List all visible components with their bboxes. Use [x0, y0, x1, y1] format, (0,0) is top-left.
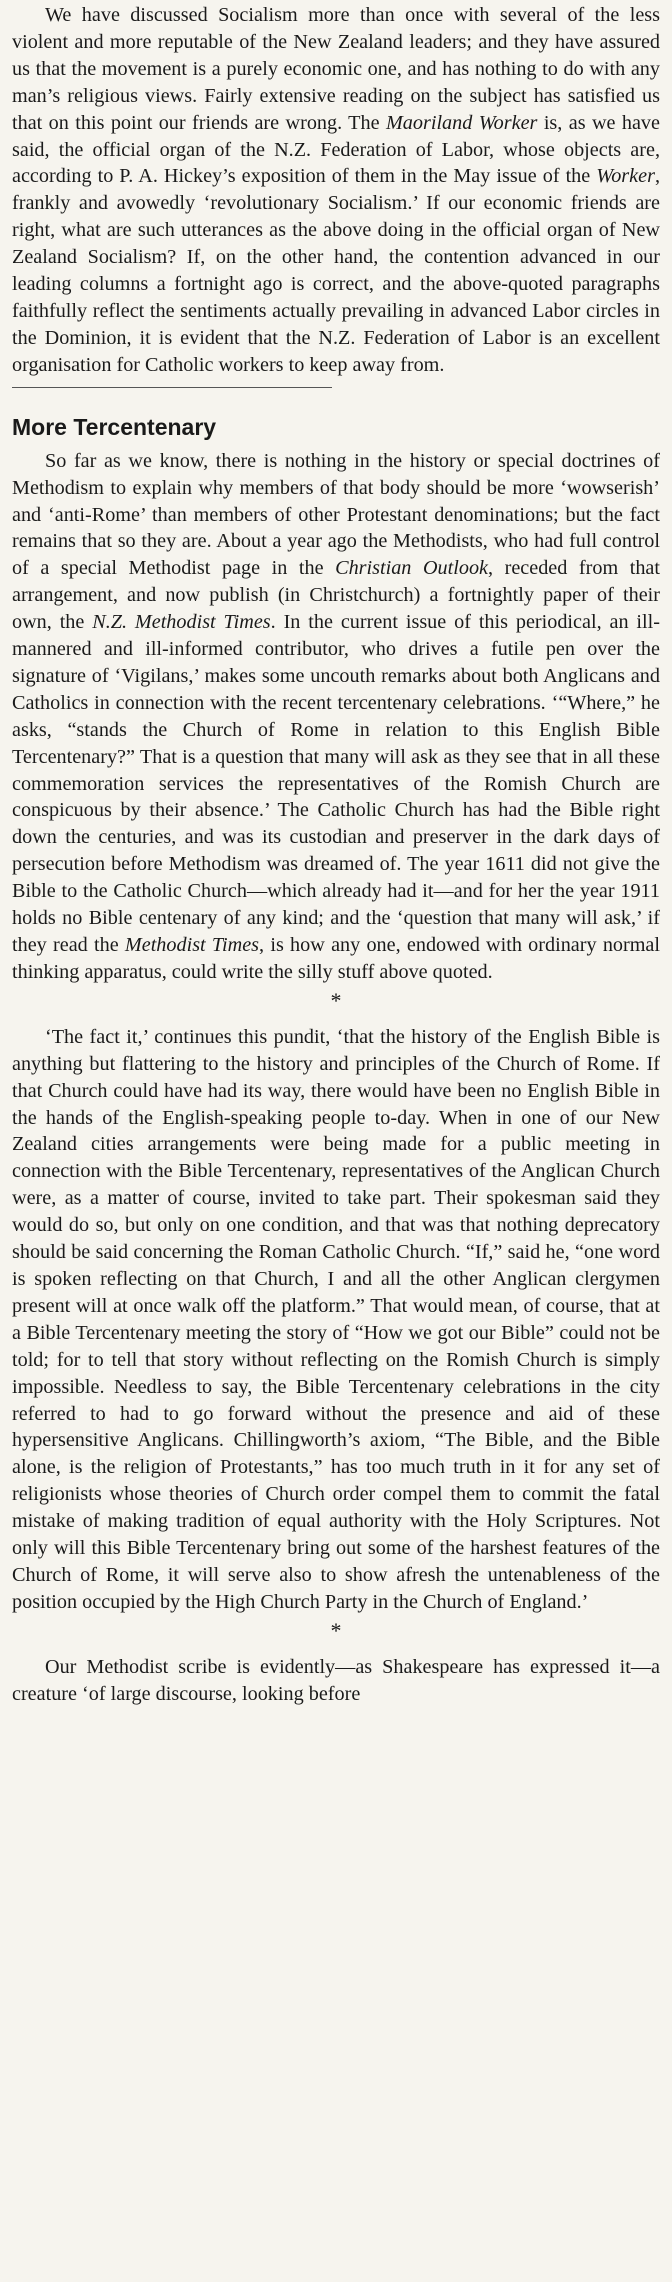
socialism-article [12, 2, 660, 388]
publication-title-worker: Worker [596, 165, 655, 188]
publication-title-maoriland-worker: Maoriland Worker [385, 111, 538, 134]
tercentenary-paragraph-2: ‘The fact it,’ continues this pundit, ‘that the history of the English Bible is anything but flattering to the history and principles of the Church of Rome. If that Church could have had its way, there would have been no English Bible in the hands of the English-speaking people to-day. When in one of our New Zealand cities arrangements were being made for a public meeting in connection with the Bible Tercentenary, representatives of the Anglican Church were, as a matter of course, invited to take part. Their spokesman said they would do so, but only on one condition, and that was that nothing deprecatory should be said concerning the Roman Catholic Church. “If,” said he, “one word is spoken reflecting on that Church, I and all the other Anglican clergymen present will at once walk off the platform.” That would mean, of course, that at a Bible Tercentenary meeting the story of “How we got our Bible” could not be told; for to tell that story without reflecting on the Romish Church is simply impossible. Needless to say, the Bible Tercentenary celebrations in the city referred to had to go forward without the presence and aid of these hypersensitive Anglicans. Chillingworth’s axiom, “The Bible, and the Bible alone, is the religion of Protestants,” has too much truth in it for any set of religionists whose theories of Church order compel them to commit the fatal mistake of making tradition of equal authority with the Holy Scriptures. Not only will this Bible Tercentenary bring out some of the harshest features of the Church of Rome, it will serve also to show afresh the untenableness of the position occupied by the High Church Party in the Church of England.’ [12, 1025, 660, 1613]
publication-title-methodist-times-short: Methodist Times [124, 934, 260, 956]
tercentenary-article [12, 412, 660, 1708]
tercentenary-paragraph-1: So far as we know, there is nothing in the history or special doctrines of Methodism to explain why members of that body should be more ‘wowserish’ and ‘anti-Rome’ than members of other Protestant denominations; but the fact remains that so they are. About a year ago the Methodists, who had full control of a special Methodist page in the Christian Outlook, receded from that arrangement, and now publish (in Christchurch) a fortnightly paper of their own, the N.Z. Methodist Times. In the current issue of this periodical, an ill-mannered and ill-informed contributor, who drives a futile pen over the signature of ‘Vigilans,’ makes some uncouth remarks about both Anglicans and Catholics in connection with the recent tercentenary celebrations. ‘“Where,” he asks, “stands the Church of Rome in relation to this English Bible Tercentenary?” That is a question that many will ask as they see that in all these commemoration services the representatives of the Romish Church are conspicuous by their absence.’ The Catholic Church has had the Bible right down the centuries, and was its custodian and preserver in the dark days of persecution before Methodism was dreamed of. The year 1611 did not give the Bible to the Catholic Church—which already had it—and for her the year 1911 holds no Bible centenary of any kind; and the ‘question that many will ask,’ if they read the Methodist Times, is how any one, endowed with ordinary normal thinking apparatus, could write the silly stuff above quoted. [12, 449, 660, 983]
publication-title-christian-outlook: Christian Outlook [335, 557, 488, 580]
socialism-paragraph: We have discussed Socialism more than once with several of the less violent and more reputable of the New Zealand leaders; and they have assured us that the movement is a purely economic one, and has nothing to do with any man’s religious views. Fairly extensive reading on the subject has satisfied us that on this point our friends are wrong. The Maoriland Worker is, as we have said, the official organ of the N.Z. Federation of Labor, whose objects are, according to P. A. Hickey’s exposition of them in the May issue of the Worker, frankly and avowedly ‘revolutionary Socialism.’ If our economic friends are right, what are such utterances as the above doing in the official organ of New Zealand Socialism? If, on the other hand, the contention advanced in our leading columns a fortnight ago is correct, and the above-quoted paragraphs faithfully reflect the sentiments actually prevailing in advanced Labor circles in the Dominion, it is evident that the N.Z. Federation of Labor is an excellent organisation for Catholic workers to keep away from. [12, 4, 660, 376]
tercentenary-paragraph-3: Our Methodist scribe is evidently—as Shakespeare has expressed it—a creature ‘of large discourse, looking before [12, 1655, 660, 1705]
asterisk-divider: * [330, 987, 342, 1013]
publication-title-methodist-times: N.Z. Methodist Times [92, 611, 271, 634]
section-rule [12, 387, 332, 388]
section-heading: More Tercentenary [12, 413, 217, 440]
asterisk-divider: * [330, 1617, 342, 1643]
